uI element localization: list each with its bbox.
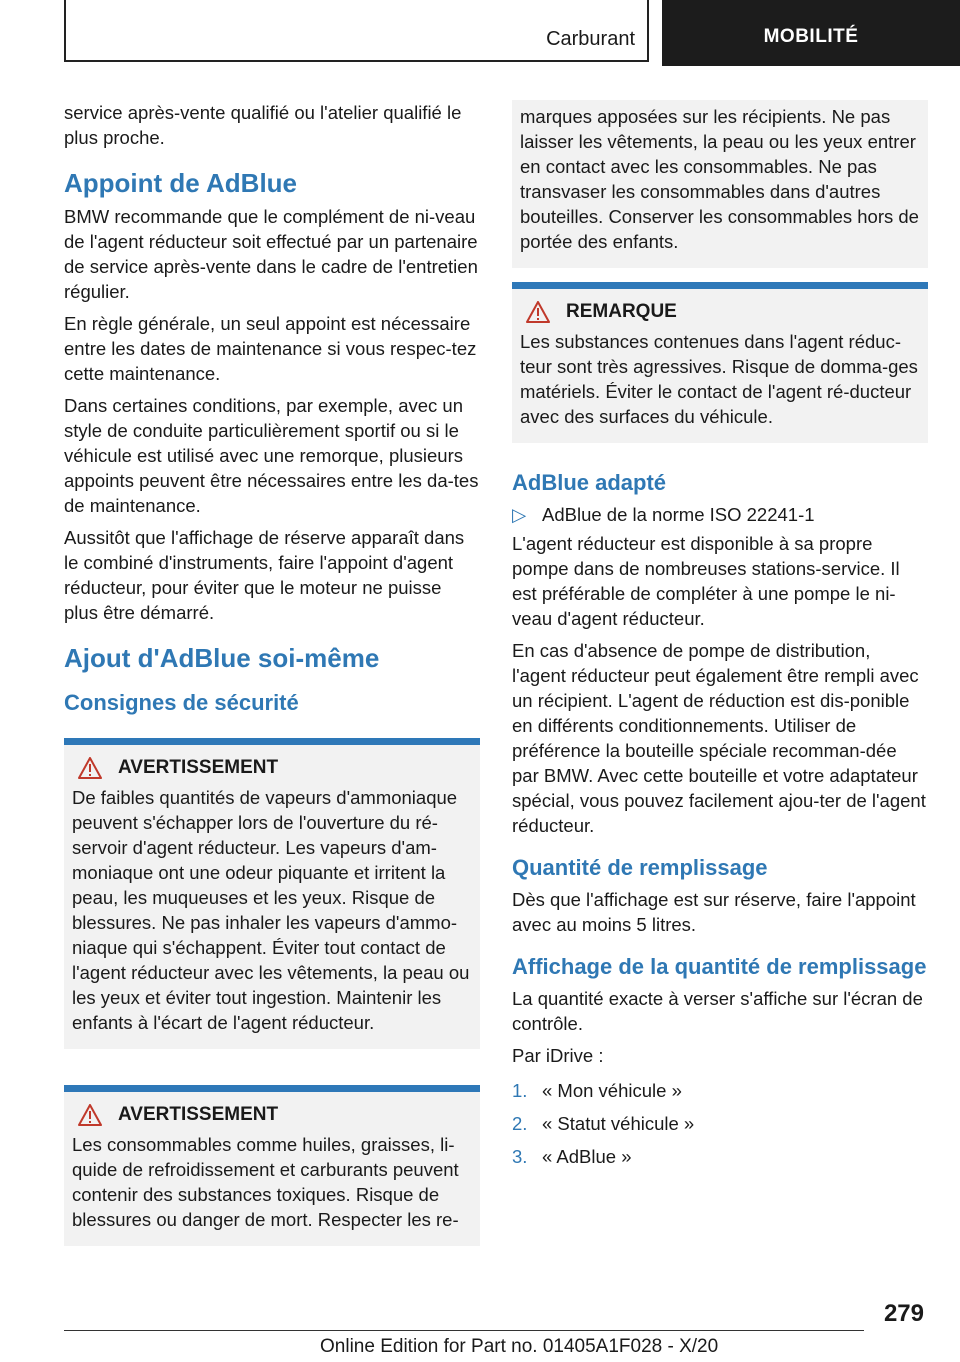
- heading-appoint: Appoint de AdBlue: [64, 168, 298, 198]
- warning-header: [72, 757, 472, 779]
- step-number: 3.: [512, 1146, 528, 1167]
- heading-ajout: Ajout d'AdBlue soi-même: [64, 643, 380, 673]
- list-item-text: AdBlue de la norme ISO 22241-1: [542, 504, 815, 525]
- step-number: 2.: [512, 1113, 528, 1134]
- paragraph: Aussitôt que l'affichage de réserve apparaît dans le combiné d'instruments, faire l'appoint d'agent réducteur, pour éviter que le moteur ne puisse plus être démarré.: [64, 527, 465, 623]
- warning-text: Les consommables comme huiles, graisses, li-quide de refroidissement et carburants peuvent contenir des substances toxiques. Risque de blessures ou danger de mort. Respecter les re-: [72, 1134, 459, 1230]
- step-number: 1.: [512, 1080, 528, 1101]
- page-number: 279: [883, 1300, 924, 1327]
- step-text: « AdBlue »: [542, 1146, 632, 1167]
- paragraph: En cas d'absence de pompe de distribution, l'agent réducteur peut également être rempli avec un récipient. L'agent de réduction est dis-ponible en différents conditionnements. Utiliser de préférence la bouteille spéciale recomman-dée par BMW. Avec cette bouteille et votre adaptateur spécial, vous pouvez facilement ajou-ter de l'agent réducteur.: [512, 640, 926, 836]
- note-box: [512, 282, 928, 443]
- heading-consignes: Consignes de sécurité: [64, 690, 299, 715]
- paragraph: Dès que l'affichage est sur réserve, faire l'appoint avec au moins 5 litres.: [512, 889, 916, 935]
- section-title: Carburant: [546, 28, 635, 50]
- intro-paragraph: service après-vente qualifié ou l'atelier qualifié le plus proche.: [64, 102, 462, 148]
- steps-list: [512, 1078, 928, 1169]
- left-column: [64, 100, 480, 1246]
- paragraph: L'agent réducteur est disponible à sa propre pompe dans de nombreuses stations-service. Il est préférable de compléter à une pompe le ni-veau d'agent réducteur.: [512, 533, 900, 629]
- footer-edition: Online Edition for Part no. 01405A1F028 - X/20: [320, 1336, 719, 1357]
- paragraph: En règle générale, un seul appoint est nécessaire entre les dates de maintenance si vous respec-tez cette maintenance.: [64, 313, 477, 384]
- heading-quantite: Quantité de remplissage: [512, 855, 768, 880]
- page-header: [0, 0, 960, 66]
- warning-text: marques apposées sur les récipients. Ne pas laisser les vêtements, la peau ou les yeux entrer en contact avec les consommables. Ne pas transvaser les consommables dans d'autres bouteilles. Conserver les consommables hors de portée des enfants.: [520, 106, 919, 252]
- warning-text: De faibles quantités de vapeurs d'ammoniaque peuvent s'échapper lors de l'ouverture du ré-servoir d'agent réducteur. Les vapeurs d'am-moniaque ont une odeur piquante et irritent la peau, les muqueuses et les yeux. Risque de blessures. Ne pas inhaler les vapeurs d'ammo-niaque qui s'échappent. Éviter tout contact de l'agent réducteur avec les vêtements, la peau ou les yeux et éviter tout ingestion. Maintenir les enfants à l'écart de l'agent réducteur.: [72, 787, 470, 1033]
- warning-continuation: [512, 100, 928, 268]
- warning-title: AVERTISSEMENT: [118, 757, 279, 778]
- footer-divider: [64, 1330, 864, 1331]
- note-text: Les substances contenues dans l'agent réduc-teur sont très agressives. Risque de domma-ges matériels. Éviter le contact de l'agent ré-ducteur avec des surfaces du véhicule.: [520, 331, 918, 427]
- warning-box: [64, 738, 480, 1049]
- heading-affichage: Affichage de la quantité de remplissage: [512, 954, 927, 979]
- warning-header: [72, 1104, 472, 1126]
- warning-title: AVERTISSEMENT: [118, 1104, 279, 1125]
- paragraph: Par iDrive :: [512, 1045, 604, 1066]
- paragraph: Dans certaines conditions, par exemple, avec un style de conduite particulièrement sportif ou si le véhicule est utilisé avec une remorque, plusieurs appoints peuvent être nécessaires entre les da-tes de maintenance.: [64, 395, 479, 516]
- chapter-tab: MOBILITÉ: [662, 0, 960, 66]
- warning-triangle-icon: [78, 1104, 102, 1126]
- note-header: [520, 301, 920, 323]
- heading-adapte: AdBlue adapté: [512, 470, 667, 495]
- note-title: REMARQUE: [566, 301, 677, 322]
- warning-triangle-icon: [526, 301, 550, 323]
- bullet-icon: ▷: [512, 504, 527, 525]
- paragraph: BMW recommande que le complément de ni-veau de l'agent réducteur soit effectué par un partenaire de service après-vente dans le cadre de l'entretien régulier.: [64, 206, 478, 302]
- warning-box: [64, 1085, 480, 1246]
- step-text: « Statut véhicule »: [542, 1113, 695, 1134]
- step-item: [512, 1078, 928, 1103]
- right-column: [512, 100, 928, 1177]
- warning-triangle-icon: [78, 757, 102, 779]
- step-item: [512, 1111, 928, 1136]
- step-item: [512, 1144, 928, 1169]
- step-text: « Mon véhicule »: [542, 1080, 682, 1101]
- paragraph: La quantité exacte à verser s'affiche sur l'écran de contrôle.: [512, 988, 923, 1034]
- list-item: [512, 502, 928, 527]
